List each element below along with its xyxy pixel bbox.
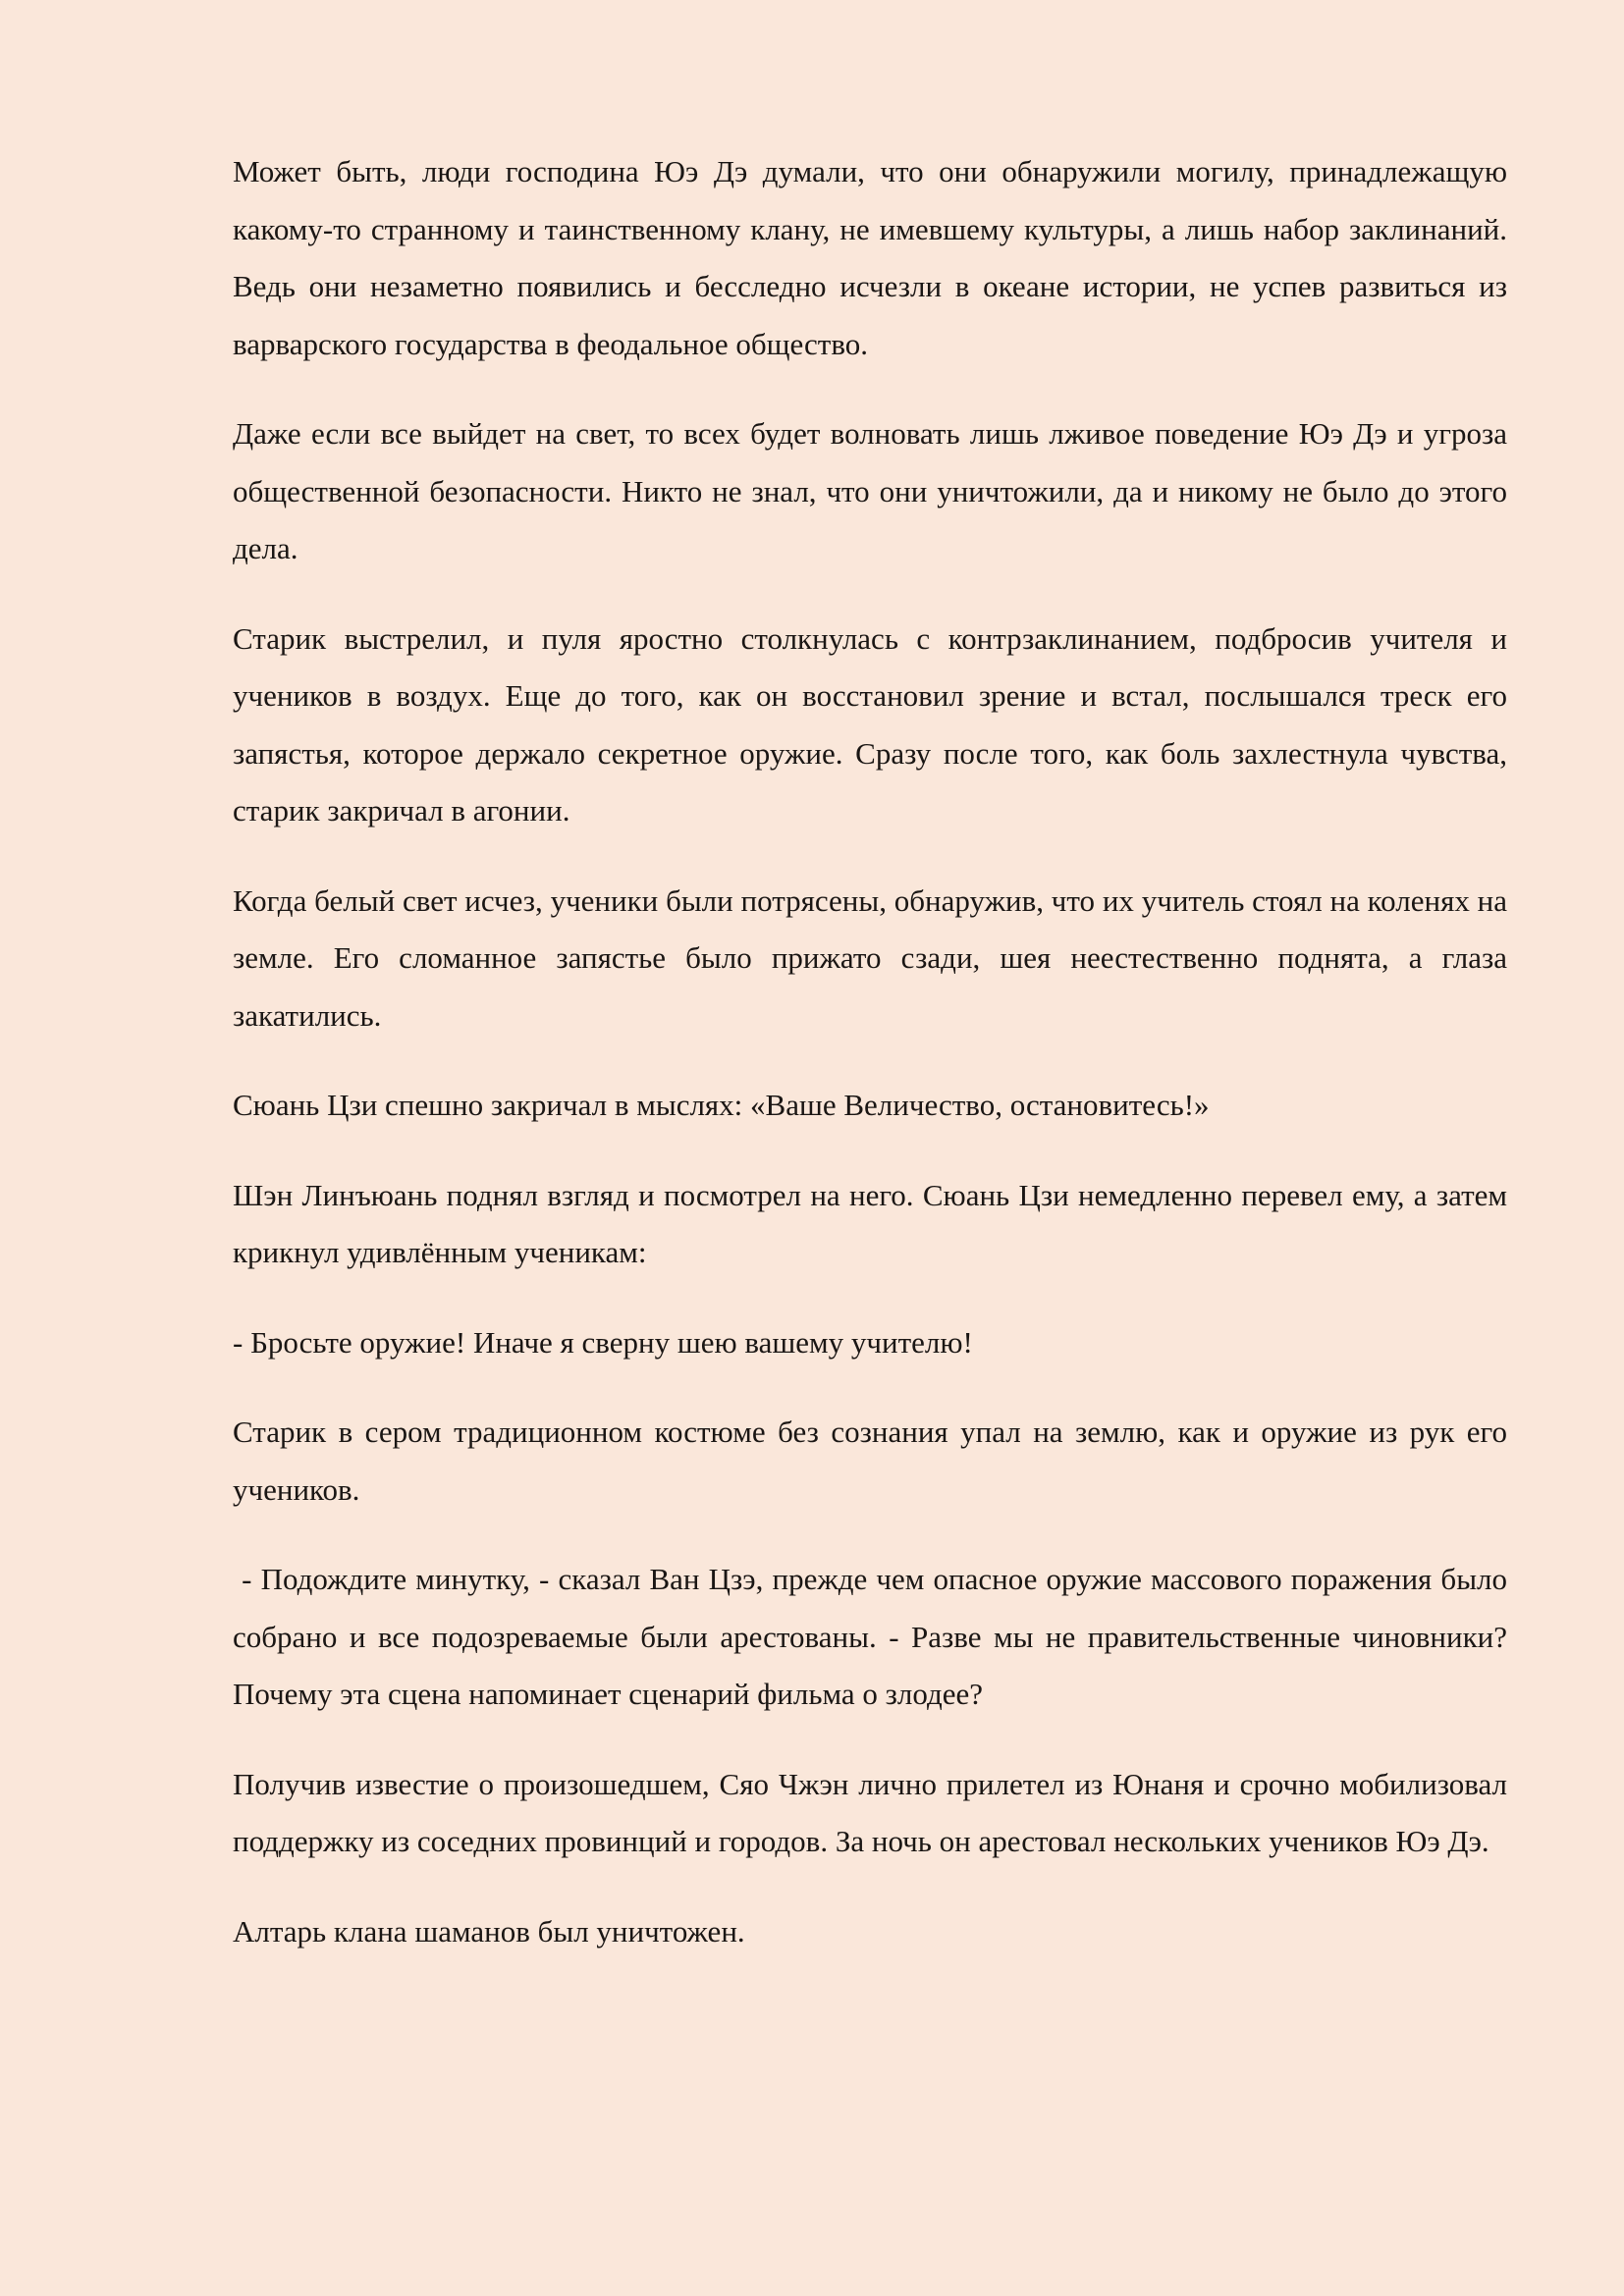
paragraph: Старик выстрелил, и пуля яростно столкнулась с контрзаклинанием, подбросив учителя и учеников в воздух. Еще до того, как он восстановил зрение и встал, послышался треск его запястья, которое держало секретное оружие. Сразу после того, как боль захлестнула чувства, старик закричал в агонии. <box>233 620 1507 828</box>
dialogue-paragraph: - Подождите минутку, - сказал Ван Цзэ, прежде чем опасное оружие массового поражения было собрано и все подозреваемые были арестованы. - Разве мы не правительственные чиновники? Почему эта сцена напоминает сценарий фильма о злодее? <box>233 1562 1515 1711</box>
paragraph: Сюань Цзи спешно закричал в мыслях: «Ваше Величество, остановитесь!» <box>233 1088 1210 1122</box>
paragraph: Старик в сером традиционном костюме без сознания упал на землю, как и оружие из рук его учеников. <box>233 1415 1507 1507</box>
paragraph: Когда белый свет исчез, ученики были потрясены, обнаружив, что их учитель стоял на коленях на земле. Его сломанное запястье было прижато сзади, шея неестественно поднята, а глаза закатились. <box>233 882 1507 1033</box>
paragraph: Шэн Линъюань поднял взгляд и посмотрел на него. Сюань Цзи немедленно перевел ему, а затем крикнул удивлённым ученикам: <box>233 1177 1507 1269</box>
paragraph: Получив известие о произошедшем, Сяо Чжэн лично прилетел из Юнаня и срочно мобилизовал поддержку из соседних провинций и городов. За ночь он арестовал нескольких учеников Юэ Дэ. <box>233 1766 1507 1858</box>
document-page <box>233 143 1515 1993</box>
paragraph: Даже если все выйдет на свет, то всех будет волновать лишь лживое поведение Юэ Дэ и угроза общественной безопасности. Никто не знал, что они уничтожили, да и никому не было до этого дела. <box>233 416 1507 565</box>
dialogue-paragraph: - Бросьте оружие! Иначе я сверну шею вашему учителю! <box>233 1324 973 1360</box>
paragraph: Алтарь клана шаманов был уничтожен. <box>233 1913 745 1949</box>
paragraph: Может быть, люди господина Юэ Дэ думали, что они обнаружили могилу, принадлежащую какому-то странному и таинственному клану, не имевшему культуры, а лишь набор заклинаний. Ведь они незаметно появились и бесследно исчезли в океане истории, не успев развиться из варварского государства в феодальное общество. <box>233 154 1507 361</box>
